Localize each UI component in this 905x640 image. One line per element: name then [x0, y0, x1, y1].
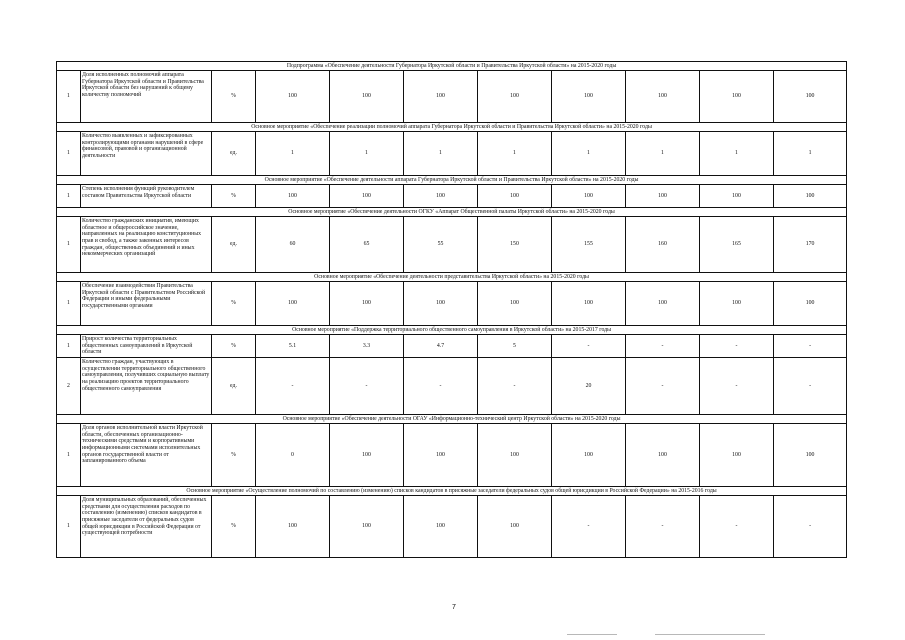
section-title: Основное мероприятие «Обеспечение реализации полномочий аппарата Губернатора Иркутской области и Правительства Иркутской области» на 2015-2020 годы [57, 123, 847, 132]
indicator-value: 100 [700, 282, 774, 326]
indicator-value: - [774, 335, 847, 358]
indicator-value: 170 [774, 217, 847, 273]
row-number: 1 [57, 132, 81, 176]
indicator-value: 5.1 [256, 335, 330, 358]
page-number: 7 [452, 604, 456, 611]
indicator-value: 100 [404, 423, 478, 486]
indicator-value: - [626, 335, 700, 358]
indicator-value: 100 [626, 185, 700, 208]
section-header-row [57, 208, 847, 217]
section-header-row [57, 176, 847, 185]
indicator-value: 100 [478, 495, 552, 557]
indicator-value: 3.3 [330, 335, 404, 358]
indicator-value: 100 [330, 71, 404, 123]
indicator-value: 1 [330, 132, 404, 176]
indicator-value: 4.7 [404, 335, 478, 358]
indicator-value: 100 [552, 185, 626, 208]
indicator-value: 100 [626, 423, 700, 486]
table-row [57, 423, 847, 486]
section-title: Основное мероприятие «Обеспечение деятельности ОГАУ «Информационно-технический центр Иркутской области» на 2015-2020 годы [57, 414, 847, 423]
indicator-name: Прирост количества территориальных общественных самоуправлений в Иркутской области [81, 335, 212, 358]
row-number: 1 [57, 185, 81, 208]
indicator-name: Количество выявленных и зафиксированных контролирующими органами нарушений в сфере финансовой, правовой и организационной деятельности [81, 132, 212, 176]
indicator-value: 100 [774, 185, 847, 208]
unit-of-measure: % [212, 423, 256, 486]
indicator-name: Обеспечение взаимодействия Правительства Иркутской области с Правительством Российской Федерации и иными федеральными государственными органами [81, 282, 212, 326]
indicator-value: - [256, 357, 330, 414]
unit-of-measure: % [212, 282, 256, 326]
indicator-value: - [552, 495, 626, 557]
indicator-name: Количество гражданских инициатив, имеющих областное и общероссийское значение, направленных на реализацию конституционных прав и свобод, а также законных интересов граждан, общественных объединений и иных некоммерческих организаций [81, 217, 212, 273]
indicator-value: 100 [552, 423, 626, 486]
row-number: 1 [57, 495, 81, 557]
indicator-name: Доля исполненных полномочий аппарата Губернатора Иркутской области и Правительства Иркутской области без нарушений к общему количеству полномочий [81, 71, 212, 123]
table-row [57, 282, 847, 326]
table-body [57, 62, 847, 558]
indicator-value: 100 [256, 495, 330, 557]
section-header-row [57, 62, 847, 71]
indicator-value: - [626, 357, 700, 414]
indicator-value: 100 [626, 282, 700, 326]
indicator-value: 100 [700, 71, 774, 123]
indicator-value: 100 [700, 423, 774, 486]
table-row [57, 132, 847, 176]
section-title: Основное мероприятие «Осуществление полномочий по составлению (изменению) списков кандидатов в присяжные заседатели федеральных судов общей юрисдикции в Российской Федерации» на 2015-2016 годы [57, 486, 847, 495]
indicator-value: 100 [404, 71, 478, 123]
section-title: Основное мероприятие «Обеспечение деятельности аппарата Губернатора Иркутской области и Правительства Иркутской области» на 2015-2020 годы [57, 176, 847, 185]
indicator-value: 100 [404, 185, 478, 208]
indicator-name: Доля муниципальных образований, обеспеченных средствами для осуществления расходов по составлению (изменению) списков кандидатов в присяжные заседатели от федеральных судов общей юрисдикции в Российской Федерации от существующей потребности [81, 495, 212, 557]
indicators-table [56, 61, 847, 558]
indicator-value: - [774, 495, 847, 557]
indicator-value: 60 [256, 217, 330, 273]
indicator-value: 1 [774, 132, 847, 176]
indicator-value: - [700, 335, 774, 358]
indicator-value: 100 [256, 282, 330, 326]
indicator-value: 100 [330, 423, 404, 486]
scan-artifact-line [655, 634, 765, 635]
row-number: 1 [57, 71, 81, 123]
table-row [57, 217, 847, 273]
indicator-value: 1 [478, 132, 552, 176]
table-row [57, 495, 847, 557]
table-row [57, 335, 847, 358]
section-header-row [57, 273, 847, 282]
indicator-value: - [700, 495, 774, 557]
row-number: 1 [57, 282, 81, 326]
indicator-name: Доля органов исполнительной власти Иркутской области, обеспеченных организационно-техническими средствами и корпоративными информационными системами исполнительных органов государственной власти от запланированного объема [81, 423, 212, 486]
section-title: Основное мероприятие «Обеспечение деятельности ОГКУ «Аппарат Общественной палаты Иркутской области» на 2015-2020 годы [57, 208, 847, 217]
indicator-value: 100 [330, 282, 404, 326]
indicator-value: 100 [774, 282, 847, 326]
unit-of-measure: % [212, 335, 256, 358]
indicator-value: 100 [478, 185, 552, 208]
indicator-value: 1 [552, 132, 626, 176]
indicator-value: 100 [700, 185, 774, 208]
indicator-value: 100 [774, 71, 847, 123]
table-row [57, 185, 847, 208]
unit-of-measure: ед. [212, 217, 256, 273]
unit-of-measure: % [212, 71, 256, 123]
indicator-value: 100 [256, 71, 330, 123]
row-number: 1 [57, 423, 81, 486]
indicator-value: - [774, 357, 847, 414]
unit-of-measure: % [212, 185, 256, 208]
row-number: 2 [57, 357, 81, 414]
indicator-value: 100 [478, 71, 552, 123]
table-row [57, 357, 847, 414]
indicator-value: 100 [552, 71, 626, 123]
unit-of-measure: ед. [212, 132, 256, 176]
unit-of-measure: ед. [212, 357, 256, 414]
indicator-value: - [552, 335, 626, 358]
indicator-value: - [478, 357, 552, 414]
indicator-value: 165 [700, 217, 774, 273]
indicator-value: 100 [478, 282, 552, 326]
indicator-value: - [626, 495, 700, 557]
indicator-value: 100 [552, 282, 626, 326]
indicator-value: 5 [478, 335, 552, 358]
unit-of-measure: % [212, 495, 256, 557]
indicator-value: 155 [552, 217, 626, 273]
scan-artifact-line [567, 634, 617, 635]
indicator-value: 150 [478, 217, 552, 273]
row-number: 1 [57, 335, 81, 358]
row-number: 1 [57, 217, 81, 273]
indicator-value: 0 [256, 423, 330, 486]
indicator-value: 100 [404, 495, 478, 557]
section-title: Подпрограмма «Обеспечение деятельности Губернатора Иркутской области и Правительства Иркутской области» на 2015-2020 годы [57, 62, 847, 71]
section-header-row [57, 414, 847, 423]
section-title: Основное мероприятие «Обеспечение деятельности представительства Иркутской области» на 2015-2020 годы [57, 273, 847, 282]
section-header-row [57, 326, 847, 335]
indicator-value: 100 [478, 423, 552, 486]
indicator-value: 100 [330, 185, 404, 208]
section-title: Основное мероприятие «Поддержка территориального общественного самоуправления в Иркутской области» на 2015-2017 годы [57, 326, 847, 335]
indicator-value: - [700, 357, 774, 414]
indicator-value: 100 [626, 71, 700, 123]
section-header-row [57, 486, 847, 495]
indicator-value: 55 [404, 217, 478, 273]
indicator-value: 100 [404, 282, 478, 326]
indicator-value: 1 [626, 132, 700, 176]
indicator-value: 100 [774, 423, 847, 486]
indicator-value: 100 [330, 495, 404, 557]
indicator-value: 1 [404, 132, 478, 176]
indicator-value: 1 [700, 132, 774, 176]
indicator-value: 160 [626, 217, 700, 273]
indicator-value: 65 [330, 217, 404, 273]
indicator-value: 1 [256, 132, 330, 176]
section-header-row [57, 123, 847, 132]
indicator-value: - [404, 357, 478, 414]
indicator-value: 100 [256, 185, 330, 208]
indicator-value: 20 [552, 357, 626, 414]
indicator-value: - [330, 357, 404, 414]
indicator-name: Количество граждан, участвующих в осуществлении территориального общественного самоуправления, получивших социальную выплату на реализацию проектов территориального общественного самоуправления [81, 357, 212, 414]
indicator-name: Степень исполнения функций руководителем составом Правительства Иркутской области [81, 185, 212, 208]
table-row [57, 71, 847, 123]
